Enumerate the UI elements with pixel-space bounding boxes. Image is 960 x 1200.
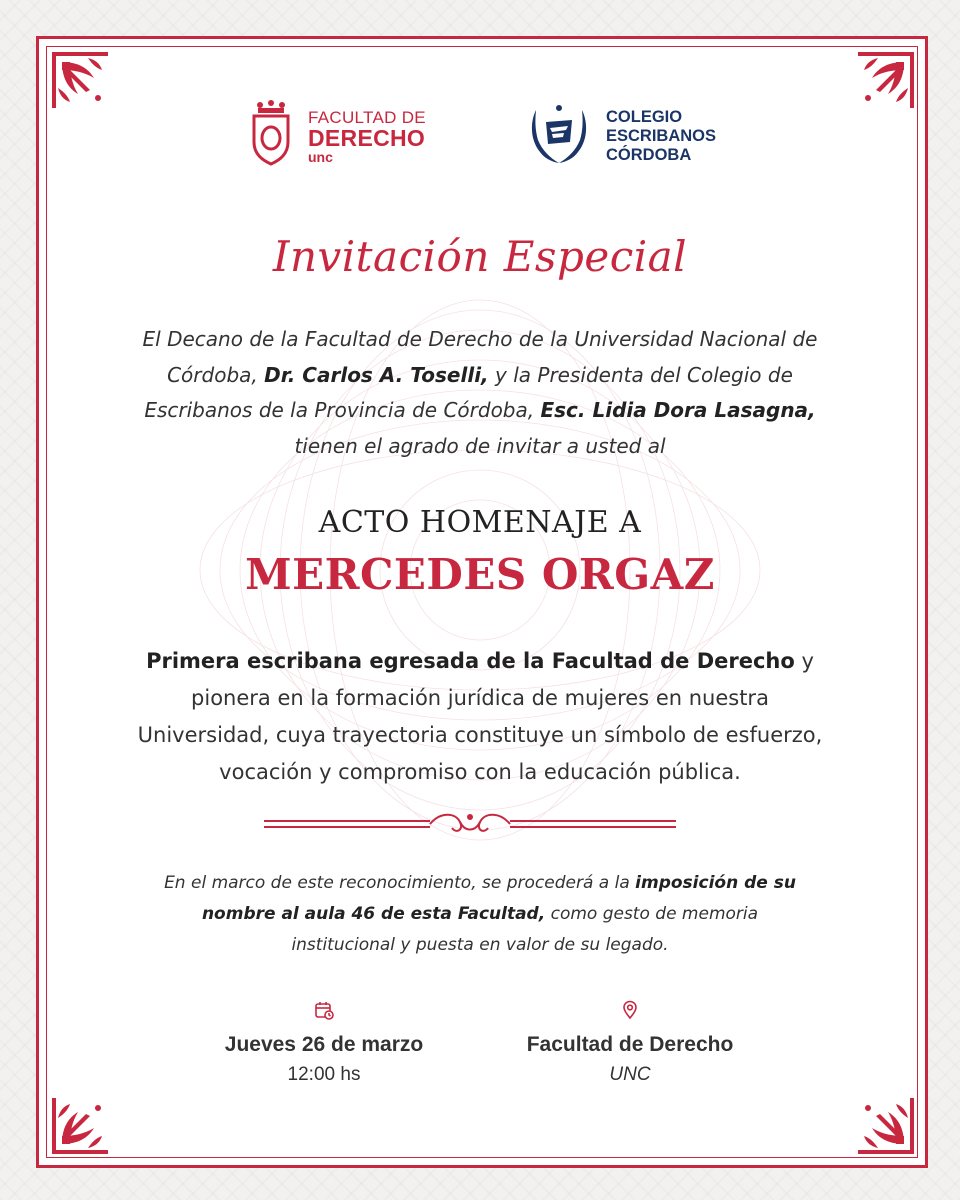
intro-text-3: tienen el agrado de invitar a usted al: [294, 433, 666, 458]
intro-text-1: El Decano de la Facultad de Derecho de la Universidad Nacional de Córdoba,: [142, 327, 818, 387]
intro-paragraph: [120, 322, 840, 464]
honoree-name: MERCEDES ORGAZ: [245, 550, 715, 599]
invitation-title: Invitación Especial: [272, 232, 688, 281]
divider-ornament-icon: [260, 808, 680, 838]
event-time: 12:00 hs: [287, 1064, 361, 1085]
description-paragraph: [130, 643, 830, 791]
header-logos: [0, 98, 960, 178]
colegio-logo-line3: CÓRDOBA: [606, 146, 692, 164]
crest-icon: [248, 100, 294, 166]
note-bold: imposición de su nombre al aula 46 de esta Facultad,: [201, 873, 796, 924]
colegio-logo-line2: ESCRIBANOS: [606, 127, 717, 145]
corner-ornament-icon: [834, 1074, 918, 1158]
laurel-emblem-icon: [526, 100, 592, 166]
colegio-logo-line1: COLEGIO: [606, 108, 683, 126]
facultad-logo-line2: DERECHO: [308, 125, 426, 151]
colegio-escribanos-logo: [526, 100, 746, 172]
facultad-logo-line1: FACULTAD DE: [308, 108, 426, 127]
description-text: y pionera en la formación jurídica de mujeres en nuestra Universidad, cuya trayectoria constituye un símbolo de esfuerzo, vocación y compromiso con la educación pública.: [137, 649, 823, 784]
note-paragraph: [150, 868, 810, 961]
president-name: Esc. Lidia Dora Lasagna,: [540, 398, 816, 422]
dean-name: Dr. Carlos A. Toselli,: [264, 362, 489, 387]
event-date-block: [194, 1000, 454, 1090]
event-title: ACTO HOMENAJE A: [318, 505, 642, 540]
event-place-block: [500, 1000, 760, 1090]
intro-text-2: y la Presidenta del Colegio de Escribanos de la Provincia de Córdoba,: [144, 362, 793, 422]
event-venue: Facultad de Derecho: [526, 1033, 734, 1056]
facultad-logo-line3: unc: [308, 149, 333, 165]
description-bold: Primera escribana egresada de la Facultad de Derecho: [146, 649, 795, 673]
note-text-2: como gesto de memoria institucional y puesta en valor de su legado.: [291, 904, 759, 955]
note-text-1: En el marco de este reconocimiento, se procederá a la: [164, 873, 636, 893]
event-venue-sub: UNC: [609, 1064, 651, 1085]
calendar-icon: [314, 1000, 334, 1020]
facultad-derecho-logo: [248, 98, 448, 170]
event-date: Jueves 26 de marzo: [224, 1033, 424, 1056]
location-pin-icon: [620, 1000, 640, 1020]
corner-ornament-icon: [48, 1074, 132, 1158]
